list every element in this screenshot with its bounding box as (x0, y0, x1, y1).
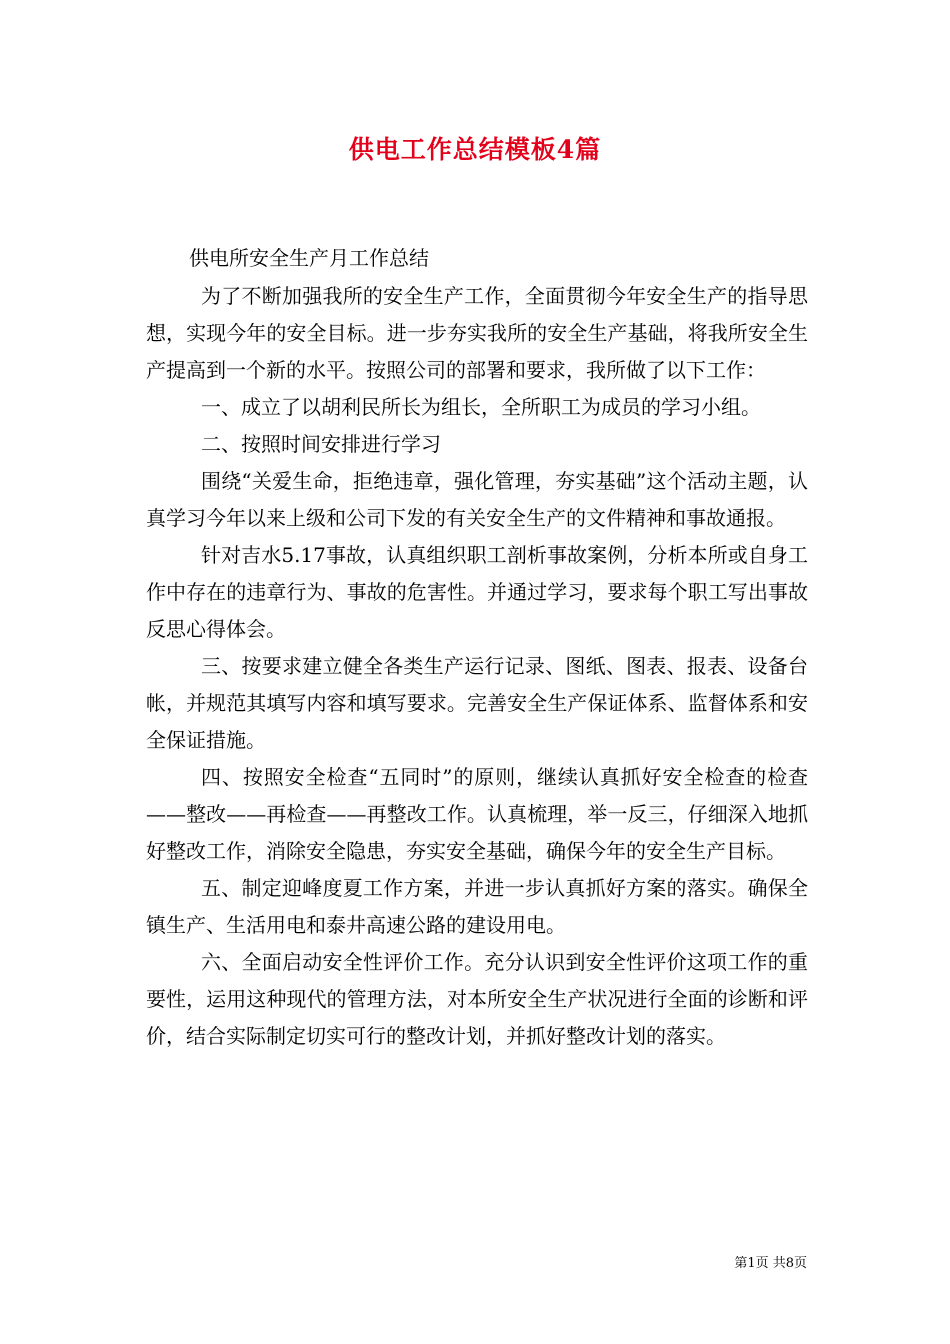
page-number-footer: 第1页 共8页 (734, 1256, 807, 1271)
paragraph-item-4: 四、按照安全检查“五同时”的原则，继续认真抓好安全检查的检查——整改——再检查——再整改工作。认真梳理，举一反三，仔细深入地抓好整改工作，消除安全隐患，夯实安全基础，确保今年的安全生产目标。 (146, 765, 808, 863)
paragraph-item-2-detail-a: 围绕“关爱生命，拒绝违章，强化管理，夯实基础”这个活动主题，认真学习今年以来上级和公司下发的有关安全生产的文件精神和事故通报。 (146, 469, 808, 530)
paragraph-item-3: 三、按要求建立健全各类生产运行记录、图纸、图表、报表、设备台帐，并规范其填写内容和填写要求。完善安全生产保证体系、监督体系和安全保证措施。 (146, 654, 808, 752)
paragraph-item-1: 一、成立了以胡利民所长为组长，全所职工为成员的学习小组。 (201, 395, 761, 419)
page-title: 供电工作总结模板4篇 (348, 135, 602, 164)
paragraph-item-6: 六、全面启动安全性评价工作。充分认识到安全性评价这项工作的重要性，运用这种现代的管理方法，对本所安全生产状况进行全面的诊断和评价，结合实际制定切实可行的整改计划，并抓好整改计划的落实。 (146, 950, 808, 1048)
paragraph-item-2: 二、按照时间安排进行学习 (201, 432, 441, 456)
section-subheading: 供电所安全生产月工作总结 (189, 246, 429, 270)
paragraph-item-2-detail-b: 针对吉水5.17事故，认真组织职工剖析事故案例，分析本所或自身工作中存在的违章行为、事故的危害性。并通过学习，要求每个职工写出事故反思心得体会。 (146, 543, 808, 641)
document-body (146, 240, 808, 1055)
paragraph-item-5: 五、制定迎峰度夏工作方案，并进一步认真抓好方案的落实。确保全镇生产、生活用电和泰井高速公路的建设用电。 (146, 876, 808, 937)
paragraph-intro: 为了不断加强我所的安全生产工作，全面贯彻今年安全生产的指导思想，实现今年的安全目标。进一步夯实我所的安全生产基础，将我所安全生产提高到一个新的水平。按照公司的部署和要求，我所做了以下工作： (146, 284, 808, 382)
